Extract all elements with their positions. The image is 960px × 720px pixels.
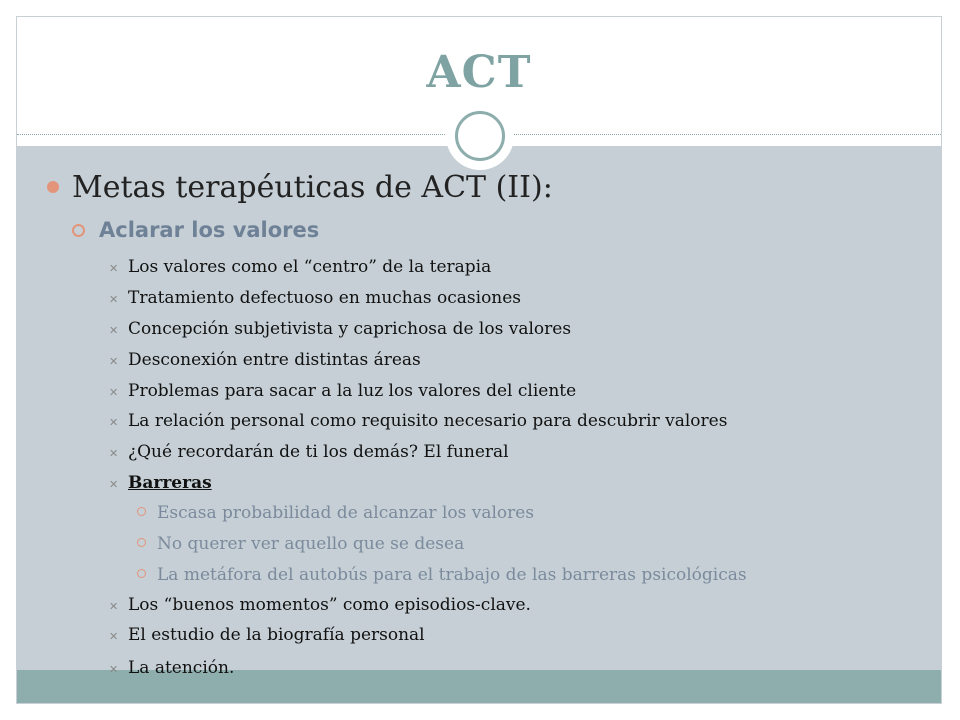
list-item: Los “buenos momentos” como episodios-clave.: [128, 595, 531, 615]
list-item: La relación personal como requisito necesario para descubrir valores: [128, 411, 728, 431]
sub-list-item: Escasa probabilidad de alcanzar los valores: [157, 503, 535, 523]
list-item: Concepción subjetivista y caprichosa de los valores: [128, 319, 572, 339]
x-mark-bullet-icon: ✕: [109, 478, 119, 491]
small-hollow-circle-bullet-icon: [137, 569, 146, 578]
list-item: Desconexión entre distintas áreas: [128, 350, 421, 370]
sub-list-item: No querer ver aquello que se desea: [157, 534, 465, 554]
list-item: ¿Qué recordarán de ti los demás? El funeral: [128, 442, 509, 462]
x-mark-bullet-icon: ✕: [109, 293, 119, 306]
list-item: El estudio de la biografía personal: [128, 625, 425, 645]
hollow-circle-bullet-icon: [72, 224, 85, 237]
slide-title: ACT: [426, 47, 532, 98]
list-item: Tratamiento defectuoso en muchas ocasiones: [128, 288, 522, 308]
x-mark-bullet-icon: ✕: [109, 416, 119, 429]
sub-list-item: La metáfora del autobús para el trabajo de las barreras psicológicas: [157, 565, 747, 585]
x-mark-bullet-icon: ✕: [109, 386, 119, 399]
x-mark-bullet-icon: ✕: [109, 630, 119, 643]
small-hollow-circle-bullet-icon: [137, 507, 146, 516]
filled-circle-bullet-icon: [47, 181, 59, 193]
x-mark-bullet-icon: ✕: [109, 324, 119, 337]
x-mark-bullet-icon: ✕: [109, 663, 119, 676]
x-mark-bullet-icon: ✕: [109, 355, 119, 368]
subheading: Aclarar los valores: [99, 218, 320, 242]
x-mark-bullet-icon: ✕: [109, 447, 119, 460]
small-hollow-circle-bullet-icon: [137, 538, 146, 547]
list-item: La atención.: [128, 658, 235, 678]
x-mark-bullet-icon: ✕: [109, 262, 119, 275]
heading: Metas terapéuticas de ACT (II):: [72, 170, 553, 205]
list-item: Problemas para sacar a la luz los valores del cliente: [128, 381, 577, 401]
x-mark-bullet-icon: ✕: [109, 600, 119, 613]
list-item: Los valores como el “centro” de la terapia: [128, 257, 492, 277]
list-item-barreras: Barreras: [128, 473, 212, 493]
